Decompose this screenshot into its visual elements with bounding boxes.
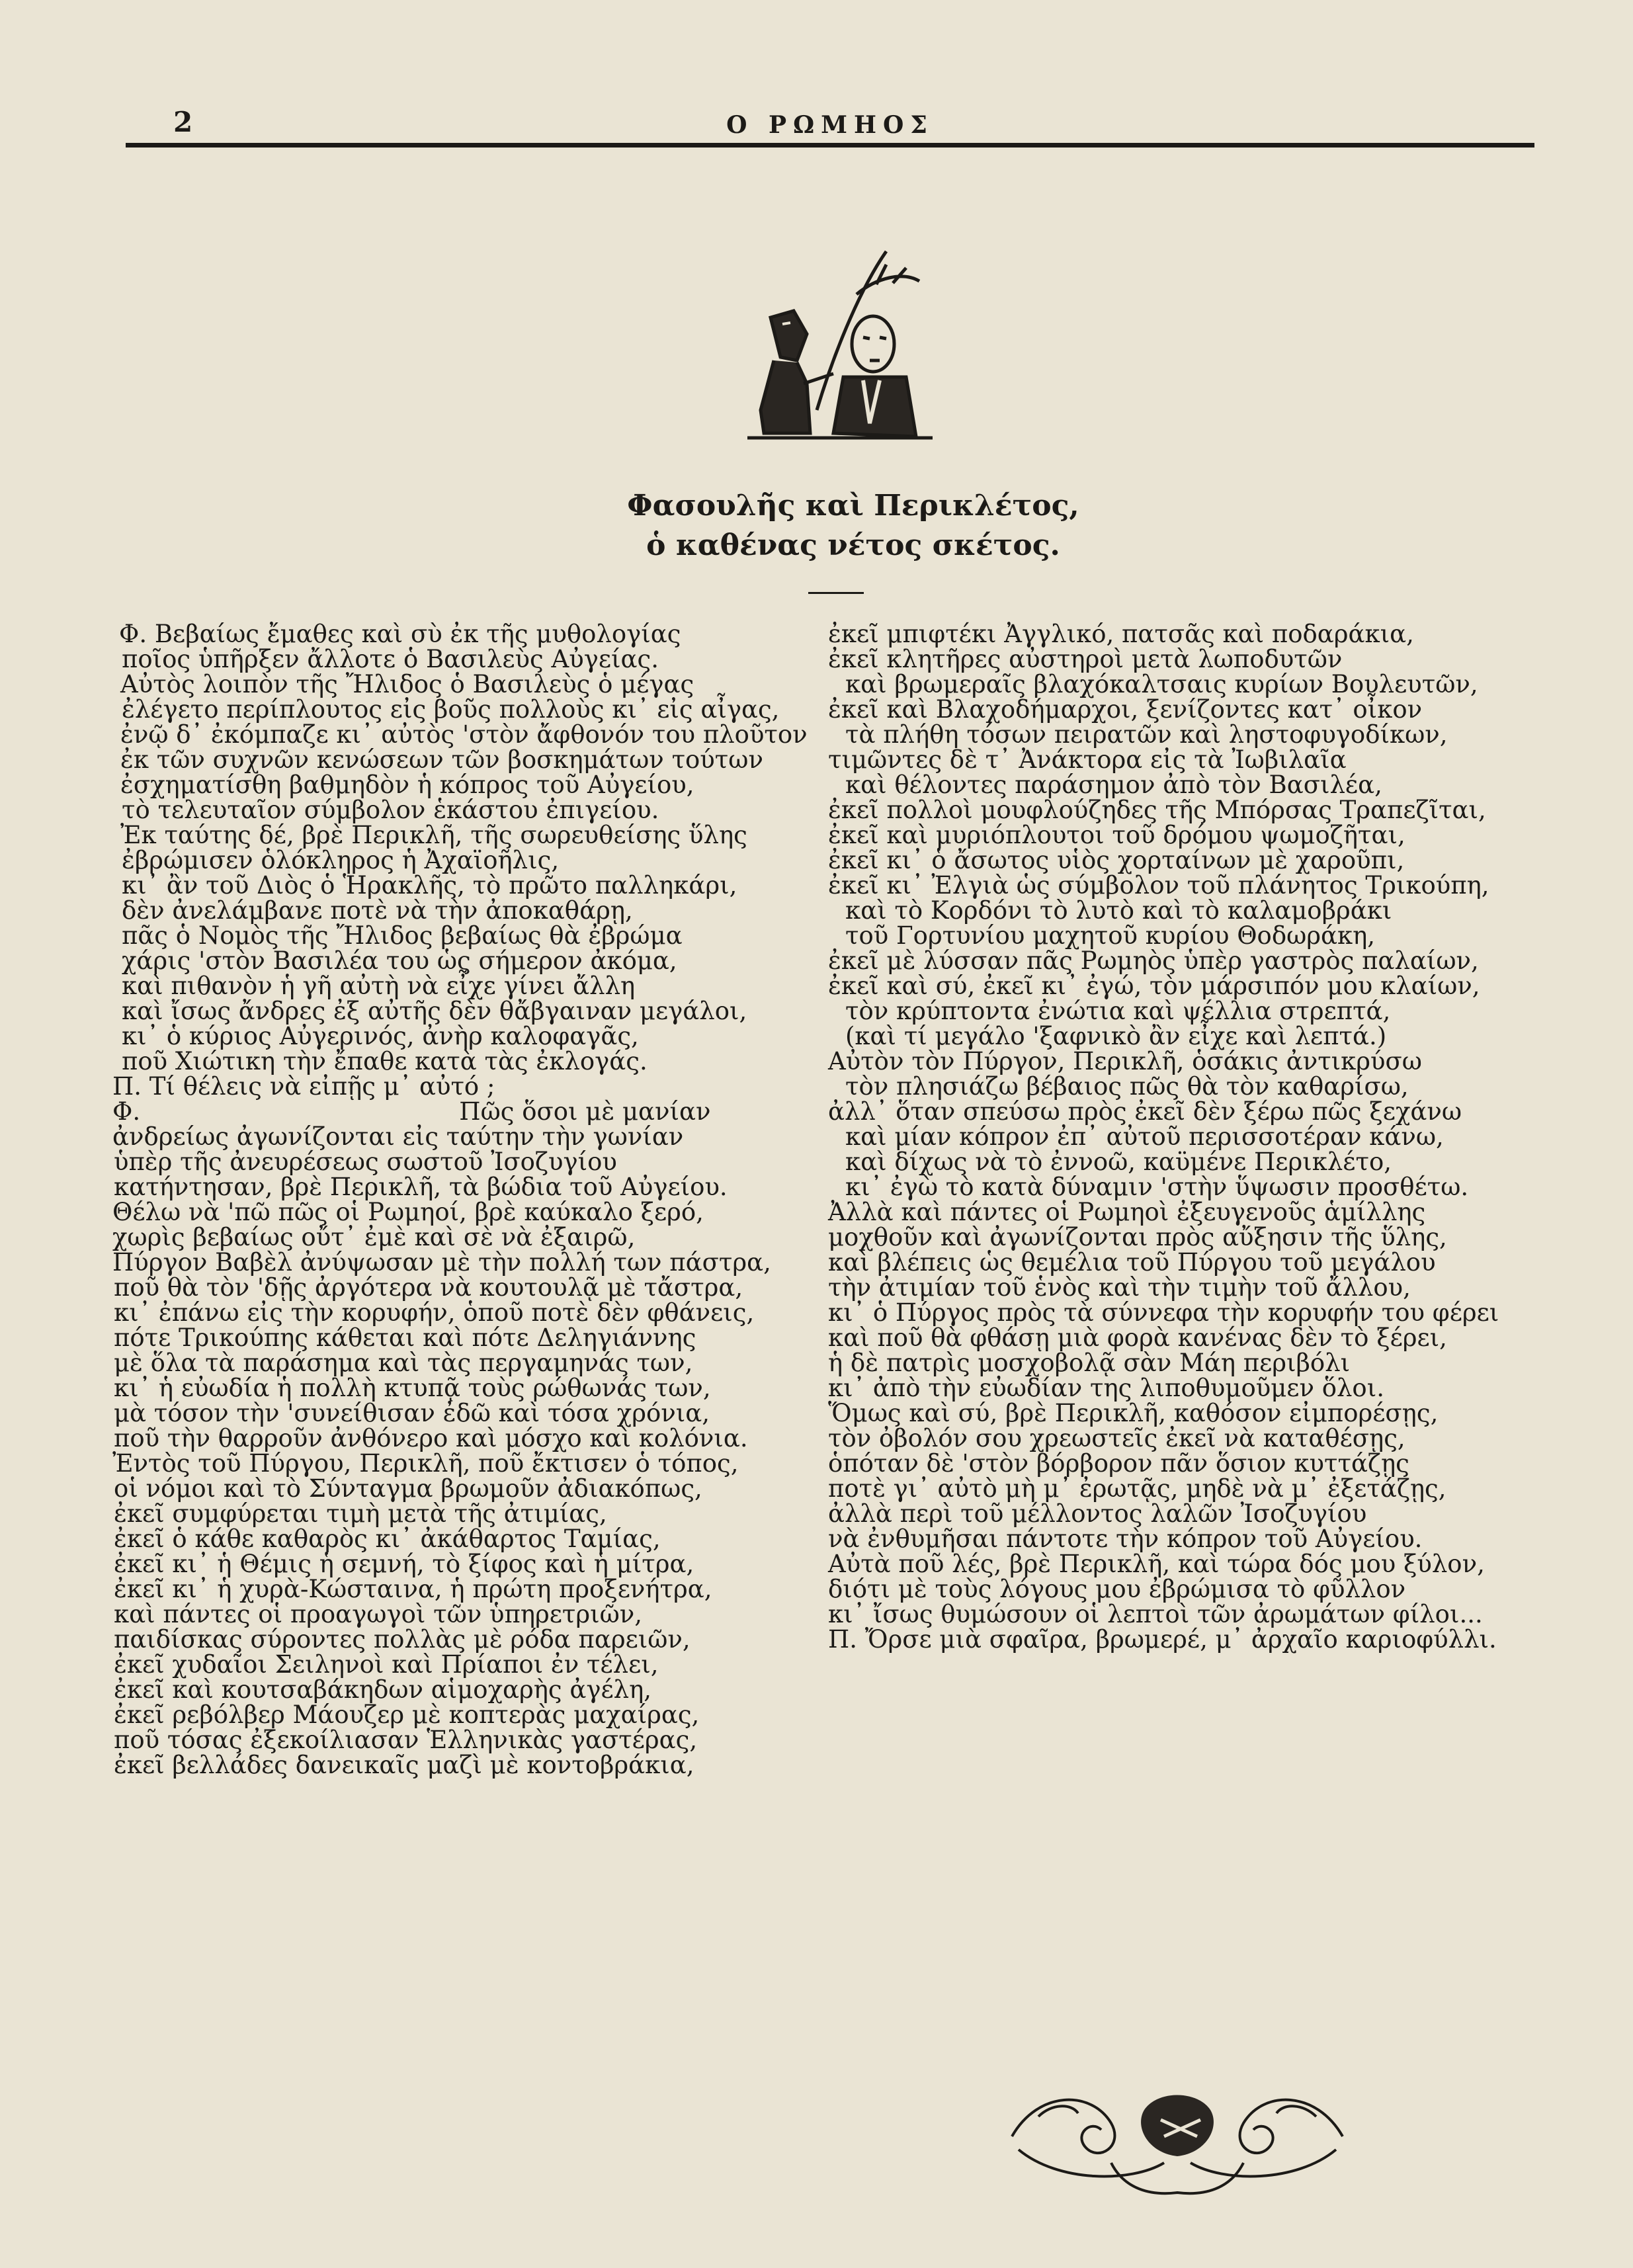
poem-line: Ἐντὸς τοῦ Πύργου, Περικλῆ, ποῦ ἔκτισεν ὁ τόπος,: [112, 1449, 739, 1478]
poem-line: ἐκεῖ πολλοὶ μουφλούζηδες τῆς Μπόρσας Τραπεζῖται,: [828, 796, 1486, 824]
poem-line: ἐλέγετο περίπλουτος εἰς βοῦς πολλοὺς κι᾽ εἰς αἶγας,: [122, 695, 780, 724]
poem-line: ἐκεῖ βελλάδες δανεικαῖς μαζὶ μὲ κοντοβράκια,: [114, 1751, 694, 1779]
poem-line: κι᾽ ὁ κύριος Αὐγερινός, ἀνὴρ καλοφαγᾶς,: [122, 1022, 639, 1050]
poem-line: πότε Τρικούπης κάθεται καὶ πότε Δεληγιάννης: [114, 1323, 696, 1352]
poem-line: Π. Τί θέλεις νὰ εἰπῇς μ᾽ αὐτό ;: [112, 1072, 495, 1101]
poem-line: ποῦ Χιώτικη τὴν ἔπαθε κατὰ τὰς ἐκλογάς.: [122, 1047, 648, 1075]
poem-line: μὰ τόσον τὴν 'συνείθισαν ἐδῶ καὶ τόσα χρόνια,: [114, 1399, 710, 1427]
heading-line-2: ὁ καθένας νέτος σκέτος.: [646, 528, 1060, 562]
poem-line: ἐκεῖ ὁ κάθε καθαρὸς κι᾽ ἀκάθαρτος Ταμίας,: [114, 1525, 661, 1553]
poem-line: ἐκεῖ κι᾽ ἡ χυρὰ-Κώσταινα, ἡ πρώτη προξενήτρα,: [114, 1575, 712, 1603]
poem-line: ἐσχηματίσθη βαθμηδὸν ἡ κόπρος τοῦ Αὐγείου,: [120, 771, 694, 799]
poem-line: καὶ θέλοντες παράσημον ἀπὸ τὸν Βασιλέα,: [845, 771, 1382, 799]
poem-line: καὶ μίαν κόπρον ἐπ᾽ αὐτοῦ περισσοτέραν κάνω,: [845, 1122, 1444, 1151]
poem-line: ἐκεῖ καὶ μυριόπλουτοι τοῦ δρόμου ψωμοζῆται,: [828, 821, 1405, 849]
poem-line: ἐκεῖ κι᾽ ἡ Θέμις ἡ σεμνή, τὸ ξίφος καὶ ἡ μίτρα,: [114, 1550, 694, 1578]
poem-line: οἱ νόμοι καὶ τὸ Σύνταγμα βρωμοῦν ἀδιακόπως,: [114, 1474, 702, 1503]
poem-line: καὶ ποῦ θὰ φθάσῃ μιὰ φορὰ κανένας δὲν τὸ ξέρει,: [828, 1323, 1447, 1352]
poem-line: ἀνδρείως ἀγωνίζονται εἰς ταύτην τὴν γωνίαν: [112, 1122, 684, 1151]
poem-line: Αὐτὸν τὸν Πύργον, Περικλῆ, ὁσάκις ἀντικρύσω: [828, 1047, 1422, 1075]
poem-line: Ὅμως καὶ σύ, βρὲ Περικλῆ, καθόσον εἰμπορέσῃς,: [828, 1399, 1439, 1427]
decorative-ornament: [999, 2064, 1356, 2203]
poem-line: κι᾽ ὁ Πύργος πρὸς τὰ σύννεφα τὴν κορυφήν του φέρει: [828, 1298, 1499, 1327]
poem-line: καὶ δίχως νὰ τὸ ἐννοῶ, καϋμένε Περικλέτο,: [845, 1148, 1392, 1176]
poem-line: ἐκεῖ μὲ λύσσαν πᾶς Ρωμηὸς ὑπὲρ γαστρὸς παλαίων,: [828, 946, 1479, 975]
poem-line: καὶ πάντες οἱ προαγωγοὶ τῶν ὑπηρετριῶν,: [114, 1600, 643, 1628]
poem-line: ἐκεῖ καὶ Βλαχοδήμαρχοι, ξενίζοντες κατ᾽ οἶκον: [828, 695, 1423, 724]
poem-line: ἐκεῖ καὶ σύ, ἐκεῖ κι᾽ ἐγώ, τὸν μάρσιπόν μου κλαίων,: [828, 972, 1480, 1000]
right-column: [828, 622, 1536, 1652]
heading-line-1: Φασουλῆς καὶ Περικλέτος,: [627, 489, 1079, 523]
poem-line: Αὐτὰ ποῦ λές, βρὲ Περικλῆ, καὶ τώρα δός μου ξύλον,: [828, 1550, 1485, 1578]
poem-line: δὲν ἀνελάμβανε ποτὲ νὰ τὴν ἀποκαθάρῃ,: [122, 896, 633, 925]
heading-rule: [808, 592, 864, 594]
poem-line: ποτὲ γι᾽ αὐτὸ μὴ μ᾽ ἐρωτᾷς, μηδὲ νὰ μ᾽ ἐξετάζῃς,: [828, 1474, 1446, 1503]
poem-line: κι᾽ ἐγὼ τὸ κατὰ δύναμιν 'στὴν ὕψωσιν προσθέτω.: [845, 1173, 1469, 1201]
poem-line: καὶ πιθανὸν ἡ γῆ αὐτὴ νὰ εἶχε γίνει ἄλλη: [122, 972, 636, 1000]
poem-line: ποῦ θὰ τὸν 'δῇς ἀργότερα νὰ κουτουλᾷ μὲ τἄστρα,: [114, 1273, 743, 1302]
poem-line: ἀλλ᾽ ὅταν σπεύσω πρὸς ἐκεῖ δὲν ξέρω πῶς ξεχάνω: [828, 1097, 1462, 1126]
fasoulis-figure: [761, 311, 833, 433]
poem-line: κι᾽ ἴσως θυμώσουν οἱ λεπτοὶ τῶν ἀρωμάτων φίλοι...: [828, 1600, 1483, 1628]
poem-line: ἐνῷ δ᾽ ἐκόμπαζε κι᾽ αὐτὸς 'στὸν ἄφθονόν του πλοῦτον: [120, 720, 808, 749]
poem-line: ἐκεῖ καὶ κουτσαβάκηδων αἱμοχαρὴς ἀγέλη,: [114, 1675, 652, 1704]
poem-line: Φ. Βεβαίως ἔμαθες καὶ σὺ ἐκ τῆς μυθολογίας: [119, 620, 681, 648]
poem-line: κι᾽ ἀπὸ τὴν εὐωδίαν της λιποθυμοῦμεν ὅλοι.: [828, 1374, 1384, 1402]
cartoon-illustration: [744, 245, 936, 443]
poem-line: κι᾽ ἡ εὐωδία ἡ πολλὴ κτυπᾷ τοὺς ρώθωνάς των,: [114, 1374, 711, 1402]
poem-line: μοχθοῦν καὶ ἀγωνίζονται πρὸς αὔξησιν τῆς ὕλης,: [828, 1223, 1447, 1251]
poem-line: τὸ τελευταῖον σύμβολον ἑκάστου ἐπιγείου.: [122, 796, 659, 824]
poem-line: Θέλω νὰ 'πῶ πῶς οἱ Ρωμηοί, βρὲ καύκαλο ξερό,: [112, 1198, 704, 1226]
poem-line: τὸν πλησιάζω βέβαιος πῶς θὰ τὸν καθαρίσω,: [845, 1072, 1409, 1101]
poem-line: ποῦ τὴν θαρροῦν ἀνθόνερο καὶ μόσχο καὶ κολόνια.: [114, 1424, 748, 1452]
article-heading: [622, 486, 1085, 566]
poem-line: ἐβρώμισεν ὁλόκληρος ἡ Ἀχαϊοῆλις,: [122, 846, 560, 874]
header-rule: [126, 143, 1534, 147]
poem-line: (καὶ τί μεγάλο 'ξαφνικὸ ἂν εἶχε καὶ λεπτά.): [845, 1022, 1387, 1050]
poem-line: ὁπόταν δὲ 'στὸν βόρβορον πᾶν ὅσιον κυττάζῃς: [828, 1449, 1409, 1478]
poem-line: καὶ βλέπεις ὡς θεμέλια τοῦ Πύργου τοῦ μεγάλου: [828, 1248, 1436, 1277]
left-column: [112, 620, 808, 1779]
poem-line: ἐκεῖ ρεβόλβερ Μάουζερ μὲ κοπτερὰς μαχαίρας,: [114, 1701, 700, 1729]
poem-line: ποῖος ὑπῆρξεν ἄλλοτε ὁ Βασιλεὺς Αὐγείας.: [122, 645, 659, 673]
bird-icon: [1141, 2095, 1214, 2157]
poem-line: ἐκεῖ χυδαῖοι Σειληνοὶ καὶ Πρίαποι ἐν τέλει,: [114, 1650, 659, 1679]
poem-line: καὶ τὸ Κορδόνι τὸ λυτὸ καὶ τὸ καλαμοβράκι: [845, 896, 1392, 925]
poem-line: τὰ πλήθη τόσων πειρατῶν καὶ ληστοφυγοδίκων,: [845, 720, 1448, 749]
poem-line: ἐκεῖ κι᾽ Ἐλγιὰ ὡς σύμβολον τοῦ πλάνητος Τρικούπη,: [828, 871, 1489, 900]
poem-line: καὶ βρωμεραῖς βλαχόκαλτσαις κυρίων Βουλευτῶν,: [845, 670, 1478, 698]
poem-line: παιδίσκας σύροντες πολλὰς μὲ ρόδα παρειῶν,: [114, 1625, 691, 1654]
poem-line: Φ. Πῶς ὅσοι μὲ μανίαν: [112, 1097, 711, 1126]
poem-line: Ἀλλὰ καὶ πάντες οἱ Ρωμηοὶ ἐξευγενοῦς ἁμίλλης: [828, 1198, 1426, 1226]
poem-line: Π. Ὄρσε μιὰ σφαῖρα, βρωμερέ, μ᾽ ἀρχαῖο καριοφύλλι.: [828, 1625, 1497, 1654]
poem-line: μὲ ὅλα τὰ παράσημα καὶ τὰς περγαμηνάς των,: [114, 1349, 693, 1377]
poem-line: ὑπὲρ τῆς ἀνευρέσεως σωστοῦ Ἰσοζυγίου: [114, 1148, 617, 1176]
poem-line: πᾶς ὁ Νομὸς τῆς Ἤλιδος βεβαίως θὰ ἐβρώμα: [122, 921, 683, 950]
poem-line: καὶ ἴσως ἄνδρες ἐξ αὐτῆς δὲν θἄβγαιναν μεγάλοι,: [122, 997, 747, 1025]
poem-line: τὸν ὀβολόν σου χρεωστεῖς ἐκεῖ νὰ καταθέσῃς,: [828, 1424, 1405, 1452]
journal-title: Ο ΡΩΜΗΟΣ: [726, 111, 934, 139]
poem-line: ἐκεῖ συμφύρεται τιμὴ μετὰ τῆς ἀτιμίας,: [114, 1499, 607, 1528]
poem-line: Αὐτὸς λοιπὸν τῆς Ἤλιδος ὁ Βασιλεὺς ὁ μέγας: [120, 670, 694, 698]
poem-line: νὰ ἐνθυμῆσαι πάντοτε τὴν κόπρον τοῦ Αὐγείου.: [828, 1525, 1423, 1553]
poem-line: διότι μὲ τοὺς λόγους μου ἐβρώμισα τὸ φῦλλον: [828, 1575, 1406, 1603]
poem-line: ἐκεῖ μπιφτέκι Ἀγγλικό, πατσᾶς καὶ ποδαράκια,: [828, 620, 1414, 648]
poem-line: ἐκ τῶν συχνῶν κενώσεων τῶν βοσκημάτων τούτων: [120, 745, 763, 774]
poem-line: ἡ δὲ πατρὶς μοσχοβολᾷ σὰν Μάη περιβόλι: [828, 1349, 1351, 1377]
page-number: 2: [173, 106, 193, 138]
perikletos-figure: [833, 265, 919, 437]
poem-line: Πύργον Βαβὲλ ἀνύψωσαν μὲ τὴν πολλή των πάστρα,: [112, 1248, 771, 1277]
poem-line: ἐκεῖ κι᾽ ὁ ἄσωτος υἱὸς χορταίνων μὲ χαροῦπι,: [828, 846, 1405, 874]
poem-line: χάρις 'στὸν Βασιλέα του ὡς σήμερον ἀκόμα,: [122, 946, 677, 975]
poem-line: Ἐκ ταύτης δέ, βρὲ Περικλῆ, τῆς σωρευθείσης ὕλης: [120, 821, 747, 849]
poem-line: τοῦ Γορτυνίου μαχητοῦ κυρίου Θοδωράκη,: [845, 921, 1376, 950]
poem-line: τὴν ἀτιμίαν τοῦ ἑνὸς καὶ τὴν τιμὴν τοῦ ἄλλου,: [828, 1273, 1411, 1302]
poem-line: κι᾽ ἐπάνω εἰς τὴν κορυφήν, ὁποῦ ποτὲ δὲν φθάνεις,: [114, 1298, 755, 1327]
poem-line: ἀλλὰ περὶ τοῦ μέλλοντος λαλῶν Ἰσοζυγίου: [828, 1499, 1367, 1528]
poem-line: ἐκεῖ κλητῆρες αὐστηροὶ μετὰ λωποδυτῶν: [828, 645, 1343, 673]
poem-line: ποῦ τόσας ἐξεκοίλιασαν Ἑλληνικὰς γαστέρας,: [114, 1726, 698, 1754]
page-header: [126, 99, 1534, 152]
poem-line: κι᾽ ἂν τοῦ Διὸς ὁ Ἡρακλῆς, τὸ πρῶτο παλληκάρι,: [122, 871, 737, 900]
poem-line: χωρὶς βεβαίως οὔτ᾽ ἐμὲ καὶ σὲ νὰ ἐξαιρῶ,: [112, 1223, 636, 1251]
poem-line: κατήντησαν, βρὲ Περικλῆ, τὰ βώδια τοῦ Αὐγείου.: [114, 1173, 728, 1201]
poem-line: τιμῶντες δὲ τ᾽ Ἀνάκτορα εἰς τὰ Ἰωβιλαῖα: [828, 745, 1347, 774]
poem-line: τὸν κρύπτοντα ἐνώτια καὶ ψέλλια στρεπτά,: [845, 997, 1391, 1025]
